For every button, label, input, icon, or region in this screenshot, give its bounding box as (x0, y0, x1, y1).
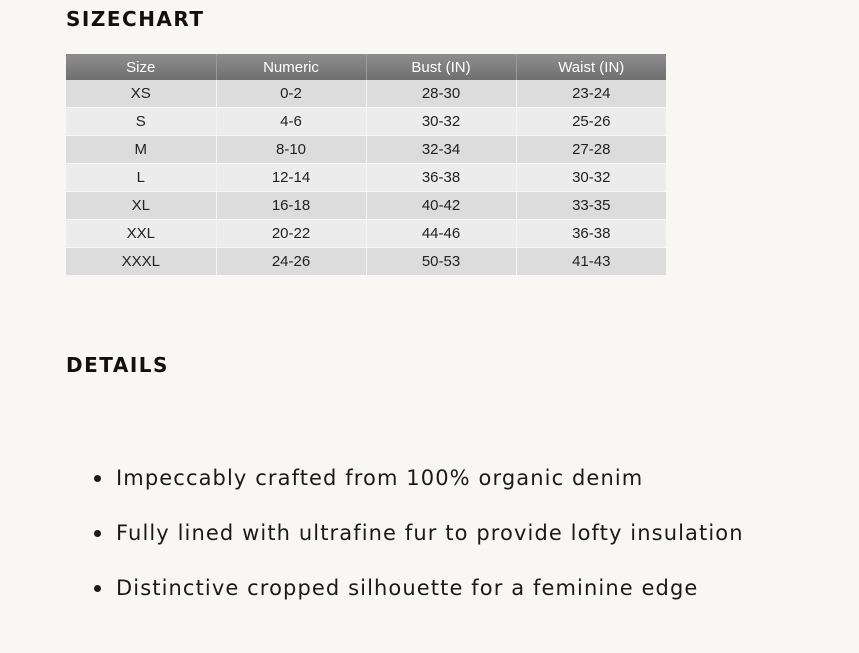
header-waist: Waist (IN) (516, 54, 666, 80)
header-numeric: Numeric (216, 54, 366, 80)
cell-numeric: 16-18 (216, 192, 366, 220)
cell-waist: 30-32 (516, 164, 666, 192)
size-chart-header (66, 54, 666, 80)
cell-bust: 36-38 (366, 164, 516, 192)
header-row (66, 54, 666, 80)
details-list (94, 463, 744, 628)
detail-text: Impeccably crafted from 100% organic denim (116, 466, 644, 490)
detail-text: Fully lined with ultrafine fur to provide lofty insulation (116, 521, 744, 545)
list-item (94, 463, 744, 518)
cell-numeric: 24-26 (216, 248, 366, 276)
table-row (66, 136, 666, 164)
table-row (66, 108, 666, 136)
cell-waist: 23-24 (516, 80, 666, 108)
cell-size: XS (66, 80, 216, 108)
cell-numeric: 12-14 (216, 164, 366, 192)
cell-size: XL (66, 192, 216, 220)
table-row (66, 192, 666, 220)
size-chart-body (66, 80, 666, 276)
cell-waist: 27-28 (516, 136, 666, 164)
list-item (94, 518, 744, 573)
bullet-icon (94, 585, 101, 592)
cell-bust: 28-30 (366, 80, 516, 108)
cell-numeric: 0-2 (216, 80, 366, 108)
cell-size: XXL (66, 220, 216, 248)
bullet-icon (94, 475, 101, 482)
cell-waist: 36-38 (516, 220, 666, 248)
bullet-icon (94, 530, 101, 537)
sizechart-heading: SIZECHART (66, 7, 205, 31)
detail-text: Distinctive cropped silhouette for a feminine edge (116, 576, 699, 600)
cell-bust: 32-34 (366, 136, 516, 164)
cell-bust: 30-32 (366, 108, 516, 136)
cell-bust: 40-42 (366, 192, 516, 220)
header-size: Size (66, 54, 216, 80)
cell-bust: 50-53 (366, 248, 516, 276)
cell-waist: 25-26 (516, 108, 666, 136)
cell-size: L (66, 164, 216, 192)
cell-numeric: 4-6 (216, 108, 366, 136)
size-chart-table (66, 54, 666, 276)
table-row (66, 248, 666, 276)
cell-waist: 41-43 (516, 248, 666, 276)
list-item (94, 573, 744, 628)
cell-waist: 33-35 (516, 192, 666, 220)
details-heading: DETAILS (66, 353, 169, 377)
cell-size: XXXL (66, 248, 216, 276)
cell-bust: 44-46 (366, 220, 516, 248)
cell-numeric: 20-22 (216, 220, 366, 248)
cell-size: M (66, 136, 216, 164)
table-row (66, 164, 666, 192)
header-bust: Bust (IN) (366, 54, 516, 80)
table-row (66, 220, 666, 248)
cell-size: S (66, 108, 216, 136)
table-row (66, 80, 666, 108)
cell-numeric: 8-10 (216, 136, 366, 164)
